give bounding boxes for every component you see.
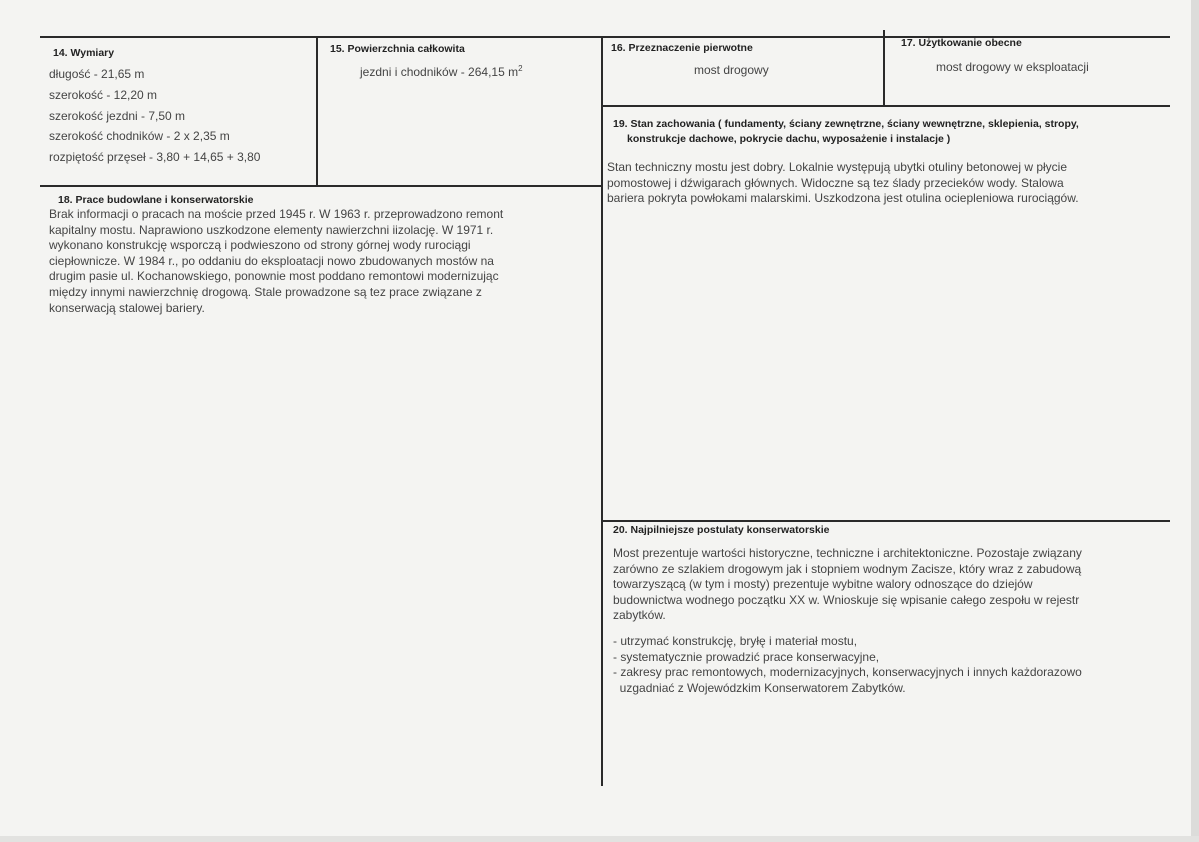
s14-width: szerokość - 12,20 m [49,88,158,102]
s20-line: zabytków. [613,608,666,623]
s18-line: ciepłownicze. W 1984 r., po oddaniu do eksploatacji nowo zbudowanych mostów na [49,253,494,268]
s20-line: towarzyszącą (w tym i mosty) prezentuje wybitne walory odnoszące do dziejów [613,577,1033,592]
scan-edge-right [1191,0,1199,842]
s20-paragraph [613,546,1165,624]
s19-line: bariera pokryta powłokami malarskimi. Uszkodzona jest otulina ociepleniowa rurociągów. [607,191,1079,206]
s18-line: wykonano konstrukcję wsporczą i podwieszono od strony górnej wody rurociągi [49,238,471,253]
s20-line: budownictwa wodnego początku XX w. Wnioskuje się wpisanie całego zespołu w rejestr [613,592,1080,607]
s20-line: Most prezentuje wartości historyczne, techniczne i architektoniczne. Pozostaje związany [613,546,1082,560]
section-20-title: 20. Najpilniejsze postulaty konserwatorskie [613,524,830,536]
s20-line: zarówno ze szlakiem drogowym jak i stopniem wodnym Zacisze, który wraz z zabudową [613,561,1082,576]
divider-right [883,30,885,106]
s15-area-unit-sup: 2 [518,64,523,73]
s18-line: drugim pasie ul. Kochanowskiego, ponownie most poddano remontowi modernizując [49,269,499,284]
section-15-title: 15. Powierzchnia całkowita [330,43,465,55]
section-14-title: 14. Wymiary [53,47,115,59]
s19-line: pomostowej i dźwigarach głównych. Widoczne są tez ślady przecieków wody. Stalowa [607,175,1064,190]
s15-area-text: jezdni i chodników - 264,15 m [360,65,519,79]
s20-bullet: - zakresy prac remontowych, modernizacyjnych, konserwacyjnych i innych każdorazowo [613,665,1082,680]
s17-value: most drogowy w eksploatacji [936,60,1089,74]
s18-line: między innymi nawierzchnię drogową. Stale prowadzone są tez prace związane z [49,284,482,299]
section-19-title-line2: konstrukcje dachowe, pokrycie dachu, wyposażenie i instalacje ) [627,133,951,145]
s14-span-lengths: rozpiętość przęseł - 3,80 + 14,65 + 3,80 [49,150,261,164]
s18-line: konserwacją stalowej bariery. [49,300,205,315]
section-16-title: 16. Przeznaczenie pierwotne [611,42,753,54]
s16-value: most drogowy [694,63,769,77]
s18-line: kapitalny mostu. Naprawiono uszkodzone elementy nawierzchni iizolację. W 1971 r. [49,222,494,237]
s14-sidewalk-width: szerokość chodników - 2 x 2,35 m [49,129,230,143]
divider-main [601,36,603,786]
section-18-title: 18. Prace budowlane i konserwatorskie [58,194,254,206]
divider-left [316,36,318,186]
s14-length: długość - 21,65 m [49,67,145,81]
divider-row-19 [602,105,1170,107]
s14-roadway-width: szerokość jezdni - 7,50 m [49,109,186,123]
s20-bullet: - utrzymać konstrukcję, bryłę i materiał mostu, [613,634,858,648]
s19-paragraph [607,160,1155,207]
divider-row-20 [602,520,1170,522]
divider-row-18 [40,185,602,187]
s18-line: Brak informacji o pracach na moście przed 1945 r. W 1963 r. przeprowadzono remont [49,207,504,221]
section-17-title: 17. Użytkowanie obecne [901,37,1022,49]
s20-bullet: - systematycznie prowadzić prace konserwacyjne, [613,649,880,664]
scan-edge-bottom [0,836,1199,842]
section-19-title-line1: 19. Stan zachowania ( fundamenty, ściany zewnętrzne, ściany wewnętrzne, sklepienia, stropy, [613,118,1079,130]
s20-postulates-list [613,634,1165,696]
s20-bullet: uzgadniać z Wojewódzkim Konserwatorem Zabytków. [613,680,906,695]
s18-paragraph [49,207,583,316]
s19-line: Stan techniczny mostu jest dobry. Lokalnie występują ubytki otuliny betonowej w płycie [607,160,1068,174]
s15-area-value [360,64,523,79]
